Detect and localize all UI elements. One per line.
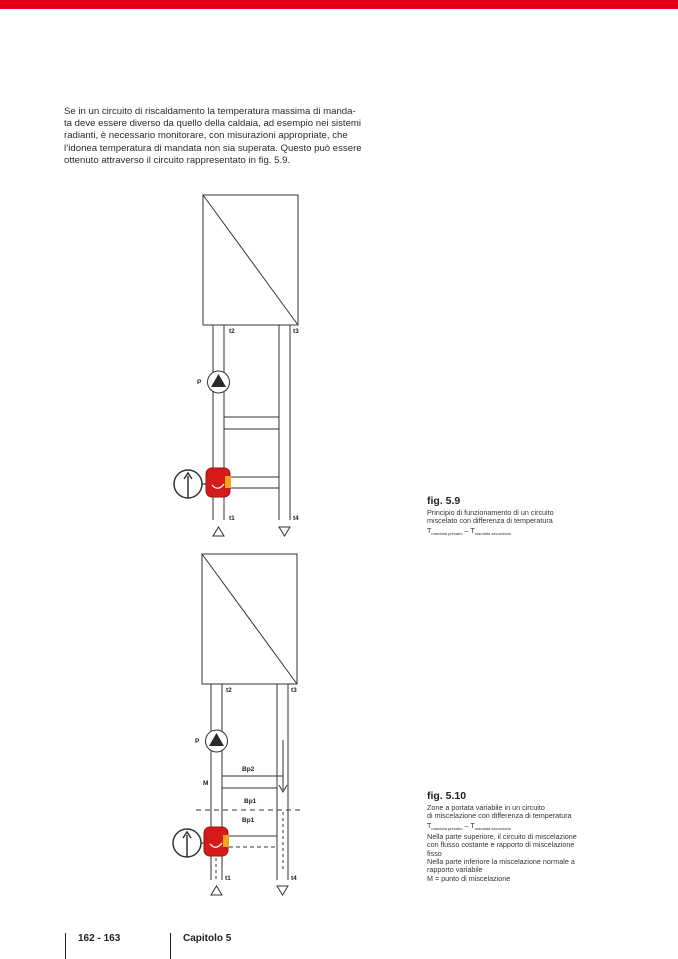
intro-line: ottenuto attraverso il circuito rappresentato in fig. 5.9. (64, 154, 291, 166)
label-mix-point: M (203, 780, 209, 787)
caption-line: con flusso costante e rapporto di miscelazione (427, 840, 575, 850)
chapter-title: Capitolo 5 (183, 933, 232, 944)
caption-title: fig. 5.10 (427, 790, 467, 802)
label-bp1: Bp1 (242, 817, 255, 824)
label-bp1-upper: Bp1 (244, 798, 257, 805)
footer-rule-left (65, 933, 66, 959)
label-t1: t1 (229, 515, 235, 522)
intro-line: Se in un circuito di riscaldamento la temperatura massima di manda- (64, 106, 356, 117)
fig-5-10-caption (427, 790, 627, 883)
label-pump: P (195, 738, 200, 745)
fig-5-10-diagram (173, 554, 302, 895)
formula-sub: mandata primario (431, 530, 463, 536)
valve-port (223, 835, 229, 847)
caption-line: Zone a portata variabile in un circuito (427, 803, 545, 812)
lower-loop-bp1 (222, 788, 277, 836)
caption-line: di miscelazione con differenza di temperatura (427, 811, 572, 821)
formula-dash: – (462, 525, 471, 535)
lower-loop (224, 429, 279, 477)
flow-triangle-up (211, 886, 222, 895)
upper-loop-bp2 (222, 684, 277, 776)
formula-t: T (427, 525, 432, 535)
page-numbers: 162 - 163 (78, 933, 121, 944)
intro-line: l’idonea temperatura di mandata non sia superata. Questo può essere (64, 142, 362, 154)
caption-line: rapporto variabile (427, 865, 483, 875)
label-bp2: Bp2 (242, 766, 255, 773)
intro-line: radianti, è necessario monitorare, con misurazioni appropriate, che (64, 130, 348, 142)
caption-line: Nella parte inferiore la miscelazione normale a (427, 857, 575, 867)
label-t2: t2 (229, 328, 235, 335)
flow-triangle-down (277, 886, 288, 895)
label-t3: t3 (293, 328, 299, 335)
caption-line: miscelato con differenza di temperatura (427, 516, 553, 526)
formula-sub: mandata secondario (474, 825, 512, 831)
caption-line: fisso (427, 848, 442, 858)
label-t3: t3 (291, 687, 297, 694)
caption-line: M = punto di miscelazione (427, 873, 511, 883)
caption-title: fig. 5.9 (427, 495, 461, 507)
valve-port (225, 476, 231, 488)
formula-t: T (470, 525, 475, 535)
formula-sub: mandata secondario (474, 530, 512, 536)
label-t4: t4 (291, 875, 297, 882)
fig-5-9-diagram (174, 195, 298, 536)
caption-formula (427, 821, 627, 833)
formula-dash: – (462, 820, 471, 830)
label-t1: t1 (225, 875, 231, 882)
formula-sub: mandata primario (431, 825, 463, 831)
intro-line: ta deve essere diverso da quello della caldaia, ad esempio nei sistemi (64, 118, 362, 130)
formula-t: T (427, 820, 432, 830)
caption-line: Nella parte superiore, il circuito di miscelazione (427, 831, 577, 841)
label-t2: t2 (226, 687, 232, 694)
formula-t: T (470, 820, 475, 830)
caption-formula (427, 526, 627, 538)
label-t4: t4 (293, 515, 299, 522)
flow-triangle-up (213, 527, 224, 536)
upper-loop (224, 325, 279, 417)
fig-5-9-caption (427, 495, 627, 538)
flow-triangle-down (279, 527, 290, 536)
caption-line: Principio di funzionamento di un circuito (427, 508, 554, 517)
label-pump: P (197, 379, 202, 386)
footer-rule-right (170, 933, 171, 959)
